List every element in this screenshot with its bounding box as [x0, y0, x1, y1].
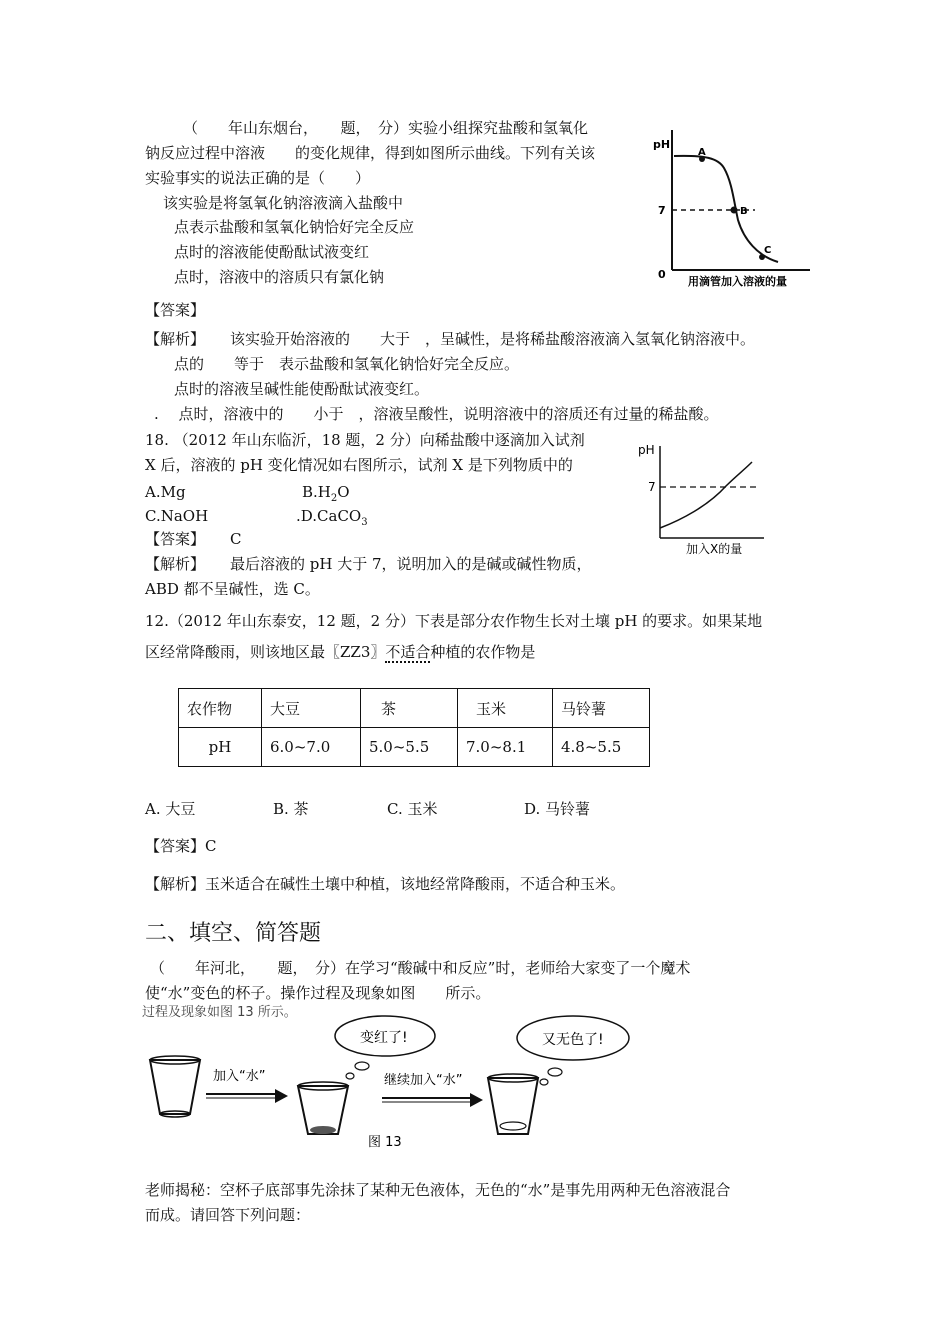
- section2-line1: （ 年河北， 题， 分）在学习“酸碱中和反应”时，老师给大家变了一个魔术: [150, 959, 691, 977]
- q1-graph-xlabel: 用滴管加入溶液的量: [688, 275, 787, 288]
- crop-ph-table: [178, 688, 650, 767]
- q2-graph-xlabel: 加入X的量: [686, 542, 743, 556]
- q2-answer-label: 【答案】: [145, 530, 206, 548]
- q3-option-b: B. 茶: [273, 800, 309, 818]
- arrow2-label: 继续加入“水”: [384, 1073, 463, 1088]
- bubble2-text: 又无色了!: [542, 1032, 604, 1048]
- table-header-cell: 茶: [361, 689, 458, 728]
- q1-answer-label: 【答案】: [145, 301, 206, 319]
- magic-cup-figure: [140, 1004, 660, 1154]
- q2-ph-figure: [636, 440, 776, 558]
- figure-cut-text: 过程及现象如图 13 所示。: [142, 1005, 297, 1020]
- arrow-right-icon: [206, 1089, 288, 1103]
- table-cell: 6.0~7.0: [262, 728, 361, 767]
- q3-option-d: D. 马铃薯: [524, 800, 591, 818]
- arrow-right-icon: [382, 1093, 483, 1107]
- table-cell: 4.8~5.5: [553, 728, 650, 767]
- q1-analysis-2: 点的 等于 表示盐酸和氢氧化钠恰好完全反应。: [174, 355, 520, 373]
- q1-graph-ylabel: pH: [653, 138, 671, 151]
- q1-point-a: A: [698, 147, 706, 158]
- q1-analysis-1: 该实验开始溶液的 大于 ，呈碱性，是将稀盐酸溶液滴入氢氧化钠溶液中。: [230, 330, 756, 348]
- q1-analysis-3: 点时的溶液呈碱性能使酚酞试液变红。: [174, 380, 430, 398]
- q2-answer: C: [230, 530, 242, 548]
- bubble1-text: 变红了!: [360, 1030, 408, 1046]
- q1-option-c: 点时的溶液能使酚酞试液变红: [174, 243, 370, 261]
- q3-option-c: C. 玉米: [387, 800, 438, 818]
- arrow1-label: 加入“水”: [213, 1069, 266, 1084]
- q1-point-b: B: [740, 206, 748, 217]
- table-header-cell: 农作物: [179, 689, 262, 728]
- q1-graph-seven: 7: [658, 204, 666, 217]
- q1-line2: 钠反应过程中溶液 的变化规律，得到如图所示曲线。下列有关该: [145, 144, 596, 162]
- q1-point-c: C: [764, 245, 772, 256]
- q3-option-a: A. 大豆: [145, 800, 196, 818]
- table-row: [179, 728, 650, 767]
- q2-option-b: $B.H_2O$: [302, 483, 350, 504]
- q1-analysis-4: . 点时，溶液中的 小于 ，溶液呈酸性，说明溶液中的溶质还有过量的稀盐酸。: [154, 405, 719, 423]
- q2-analysis-2: ABD 都不呈碱性，选 C。: [145, 580, 320, 598]
- q2-graph-ylabel: pH: [638, 443, 655, 457]
- table-cell: 7.0~8.1: [458, 728, 553, 767]
- table-header-cell: 马铃薯: [553, 689, 650, 728]
- q2-graph-seven: 7: [648, 480, 656, 494]
- q2-option-a: A.Mg: [145, 483, 186, 501]
- q1-line1: （ 年山东烟台， 题， 分）实验小组探究盐酸和氢氧化: [183, 119, 589, 137]
- q1-graph-zero: 0: [658, 268, 666, 281]
- q3-answer: 【答案】C: [145, 837, 217, 855]
- q2-analysis-1: 最后溶液的 pH 大于 7，说明加入的是碱或碱性物质，: [230, 555, 592, 573]
- q1-option-a: 该实验是将氢氧化钠溶液滴入盐酸中: [163, 194, 404, 212]
- section-heading: 二、填空、简答题: [145, 921, 322, 946]
- q2-option-c: C.NaOH: [145, 507, 209, 525]
- empty-cup-icon: [150, 1056, 200, 1117]
- q1-line3: 实验事实的说法正确的是（ ）: [145, 169, 371, 187]
- table-header-cell: 玉米: [458, 689, 553, 728]
- clear-cup-icon: [488, 1074, 538, 1134]
- figure-caption: 图 13: [368, 1135, 402, 1150]
- table-cell: 5.0~5.5: [361, 728, 458, 767]
- q1-option-d: 点时，溶液中的溶质只有氯化钠: [174, 268, 385, 286]
- q1-analysis-label: 【解析】: [145, 330, 206, 348]
- table-cell: pH: [179, 728, 262, 767]
- q3-line2: 区经常降酸雨，则该地区最〖ZZ3〗不适合种植的农作物是: [145, 643, 536, 661]
- q2-line1: 18. （2012 年山东临沂，18 题，2 分）向稀盐酸中逐滴加入试剂: [145, 431, 585, 449]
- q3-line1: 12.（2012 年山东泰安，12 题，2 分）下表是部分农作物生长对土壤 pH 的要求。如果某地: [145, 612, 763, 630]
- section2-line2: 使“水”变色的杯子。操作过程及现象如图 所示。: [145, 984, 491, 1002]
- q2-option-d: .D.CaCO$_3$: [296, 507, 368, 528]
- table-row: [179, 689, 650, 728]
- thought-bubble-icon: [517, 1016, 629, 1085]
- reveal-line2: 而成。请回答下列问题：: [145, 1206, 311, 1224]
- q1-ph-curve-figure: [650, 122, 820, 290]
- reveal-line1: 老师揭秘：空杯子底部事先涂抹了某种无色液体，无色的“水”是事先用两种无色溶液混合: [145, 1181, 731, 1199]
- thought-bubble-icon: [335, 1016, 435, 1079]
- q2-line2: X 后，溶液的 pH 变化情况如右图所示，试剂 X 是下列物质中的: [145, 456, 573, 474]
- q3-analysis: 【解析】玉米适合在碱性土壤中种植，该地经常降酸雨，不适合种玉米。: [145, 875, 626, 893]
- q2-analysis-label: 【解析】: [145, 555, 206, 573]
- red-cup-icon: [298, 1082, 348, 1134]
- q1-option-b: 点表示盐酸和氢氧化钠恰好完全反应: [174, 218, 415, 236]
- table-header-cell: 大豆: [262, 689, 361, 728]
